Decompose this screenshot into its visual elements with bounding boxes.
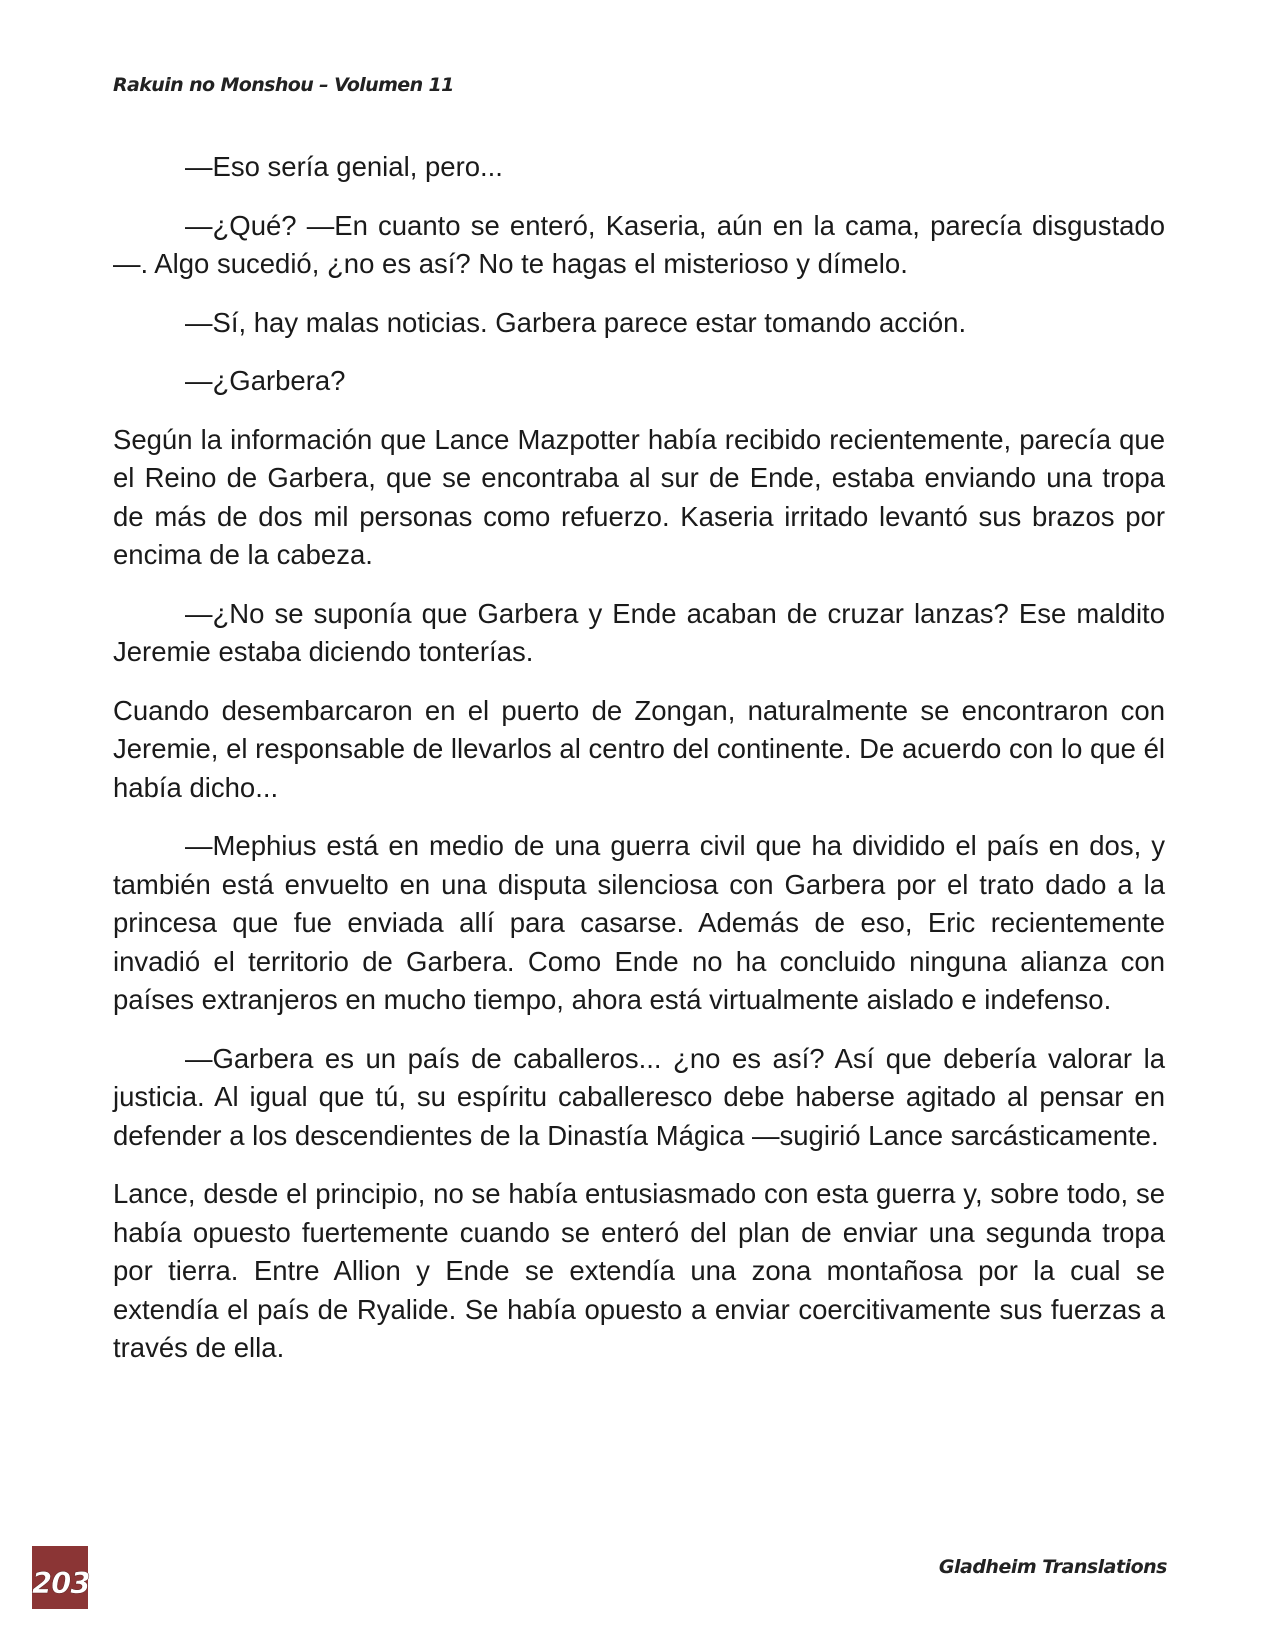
running-header: Rakuin no Monshou – Volumen 11	[113, 74, 454, 96]
page-number: 203	[32, 1566, 90, 1600]
paragraph-3: —Sí, hay malas noticias. Garbera parece estar tomando acción.	[185, 306, 967, 338]
paragraph-7: Cuando desembarcaron en el puerto de Zongan, naturalmente se encontraron con Jeremie, el responsable de llevarlos al centro del continente. De acuerdo con lo que él había dicho...	[113, 694, 1165, 803]
paragraph-1: —Eso sería genial, pero...	[185, 151, 503, 182]
paragraph-8: —Mephius está en medio de una guerra civil que ha dividido el país en dos, y también está envuelto en una disputa silenciosa con Garbera por el trato dado a la princesa que fue enviada allí para casarse. Además de eso, Eric recientemente invadió el territorio de Garbera. Como Ende no ha concluido ninguna alianza con países extranjeros en mucho tiempo, ahora está virtualmente aislado e indefenso.	[113, 830, 1165, 1015]
body-text	[113, 148, 1165, 1388]
paragraph-4: —¿Garbera?	[185, 365, 346, 396]
translator-credit: Gladheim Translations	[938, 1556, 1167, 1578]
paragraph-5: Según la información que Lance Mazpotter había recibido recientemente, parecía que el Reino de Garbera, que se encontraba al sur de Ende, estaba enviando una tropa de más de dos mil personas como refuerzo. Kaseria irritado levantó sus brazos por encima de la cabeza.	[113, 423, 1165, 570]
paragraph-10: Lance, desde el principio, no se había entusiasmado con esta guerra y, sobre todo, se había opuesto fuertemente cuando se enteró del plan de enviar una segunda tropa por tierra. Entre Allion y Ende se extendía una zona montañosa por la cual se extendía el país de Ryalide. Se había opuesto a enviar coercitivamente sus fuerzas a través de ella.	[113, 1178, 1165, 1363]
paragraph-9: —Garbera es un país de caballeros... ¿no es así? Así que debería valorar la justicia. Al igual que tú, su espíritu caballeresco debe haberse agitado al pensar en defender a los descendientes de la Dinastía Mágica —sugirió Lance sarcásticamente.	[113, 1042, 1165, 1151]
paragraph-6: —¿No se suponía que Garbera y Ende acaban de cruzar lanzas? Ese maldito Jeremie estaba diciendo tonterías.	[113, 597, 1165, 667]
paragraph-2: —¿Qué? —En cuanto se enteró, Kaseria, aún en la cama, parecía disgustado—. Algo sucedió, ¿no es así? No te hagas el misterioso y dímelo.	[113, 209, 1165, 279]
